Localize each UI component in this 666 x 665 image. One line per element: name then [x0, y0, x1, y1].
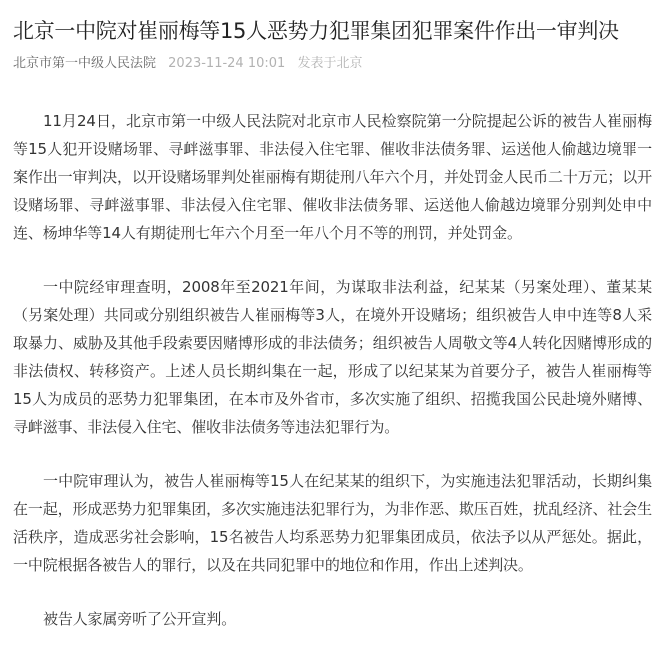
article-meta	[13, 55, 652, 73]
article-body	[13, 107, 652, 633]
paragraph-verdict: 11月24日，北京市第一中级人民法院对北京市人民检察院第一分院提起公诉的被告人崔丽梅等15人犯开设赌场罪、寻衅滋事罪、非法侵入住宅罪、催收非法债务罪、运送他人偷越边境罪一案作出一审判决，以开设赌场罪判处崔丽梅有期徒刑八年六个月，并处罚金人民币二十万元；以开设赌场罪、寻衅滋事罪、非法侵入住宅罪、催收非法债务罪、运送他人偷越边境罪分别判处申中连、杨坤华等14人有期徒刑七年六个月至一年八个月不等的刑罚，并处罚金。	[13, 112, 652, 242]
publish-location: 发表于北京	[297, 56, 363, 71]
paragraph-closing: 被告人家属旁听了公开宣判。	[43, 610, 237, 628]
article-source[interactable]: 北京市第一中级人民法院	[13, 56, 157, 71]
paragraph-reasoning: 一中院审理认为，被告人崔丽梅等15人在纪某某的组织下，为实施违法犯罪活动，长期纠集在一起，形成恶势力犯罪集团，多次实施违法犯罪行为，为非作恶、欺压百姓，扰乱经济、社会生活秩序，造成恶劣社会影响，15名被告人均系恶势力犯罪集团成员，依法予以从严惩处。据此，一中院根据各被告人的罪行，以及在共同犯罪中的地位和作用，作出上述判决。	[13, 472, 652, 574]
article-title: 北京一中院对崔丽梅等15人恶势力犯罪集团犯罪案件作出一审判决	[13, 19, 619, 43]
publish-time: 2023-11-24 10:01	[168, 56, 286, 71]
paragraph-findings: 一中院经审理查明，2008年至2021年间，为谋取非法利益，纪某某（另案处理）、董某某（另案处理）共同或分别组织被告人崔丽梅等3人，在境外开设赌场；组织被告人申中连等8人采取暴力、威胁及其他手段索要因赌博形成的非法债务；组织被告人周敬文等4人转化因赌博形成的非法债权、转移资产。上述人员长期纠集在一起，形成了以纪某某为首要分子，被告人崔丽梅等15人为成员的恶势力犯罪集团，在本市及外省市，多次实施了组织、招揽我国公民赴境外赌博、寻衅滋事、非法侵入住宅、催收非法债务等违法犯罪行为。	[13, 278, 652, 436]
